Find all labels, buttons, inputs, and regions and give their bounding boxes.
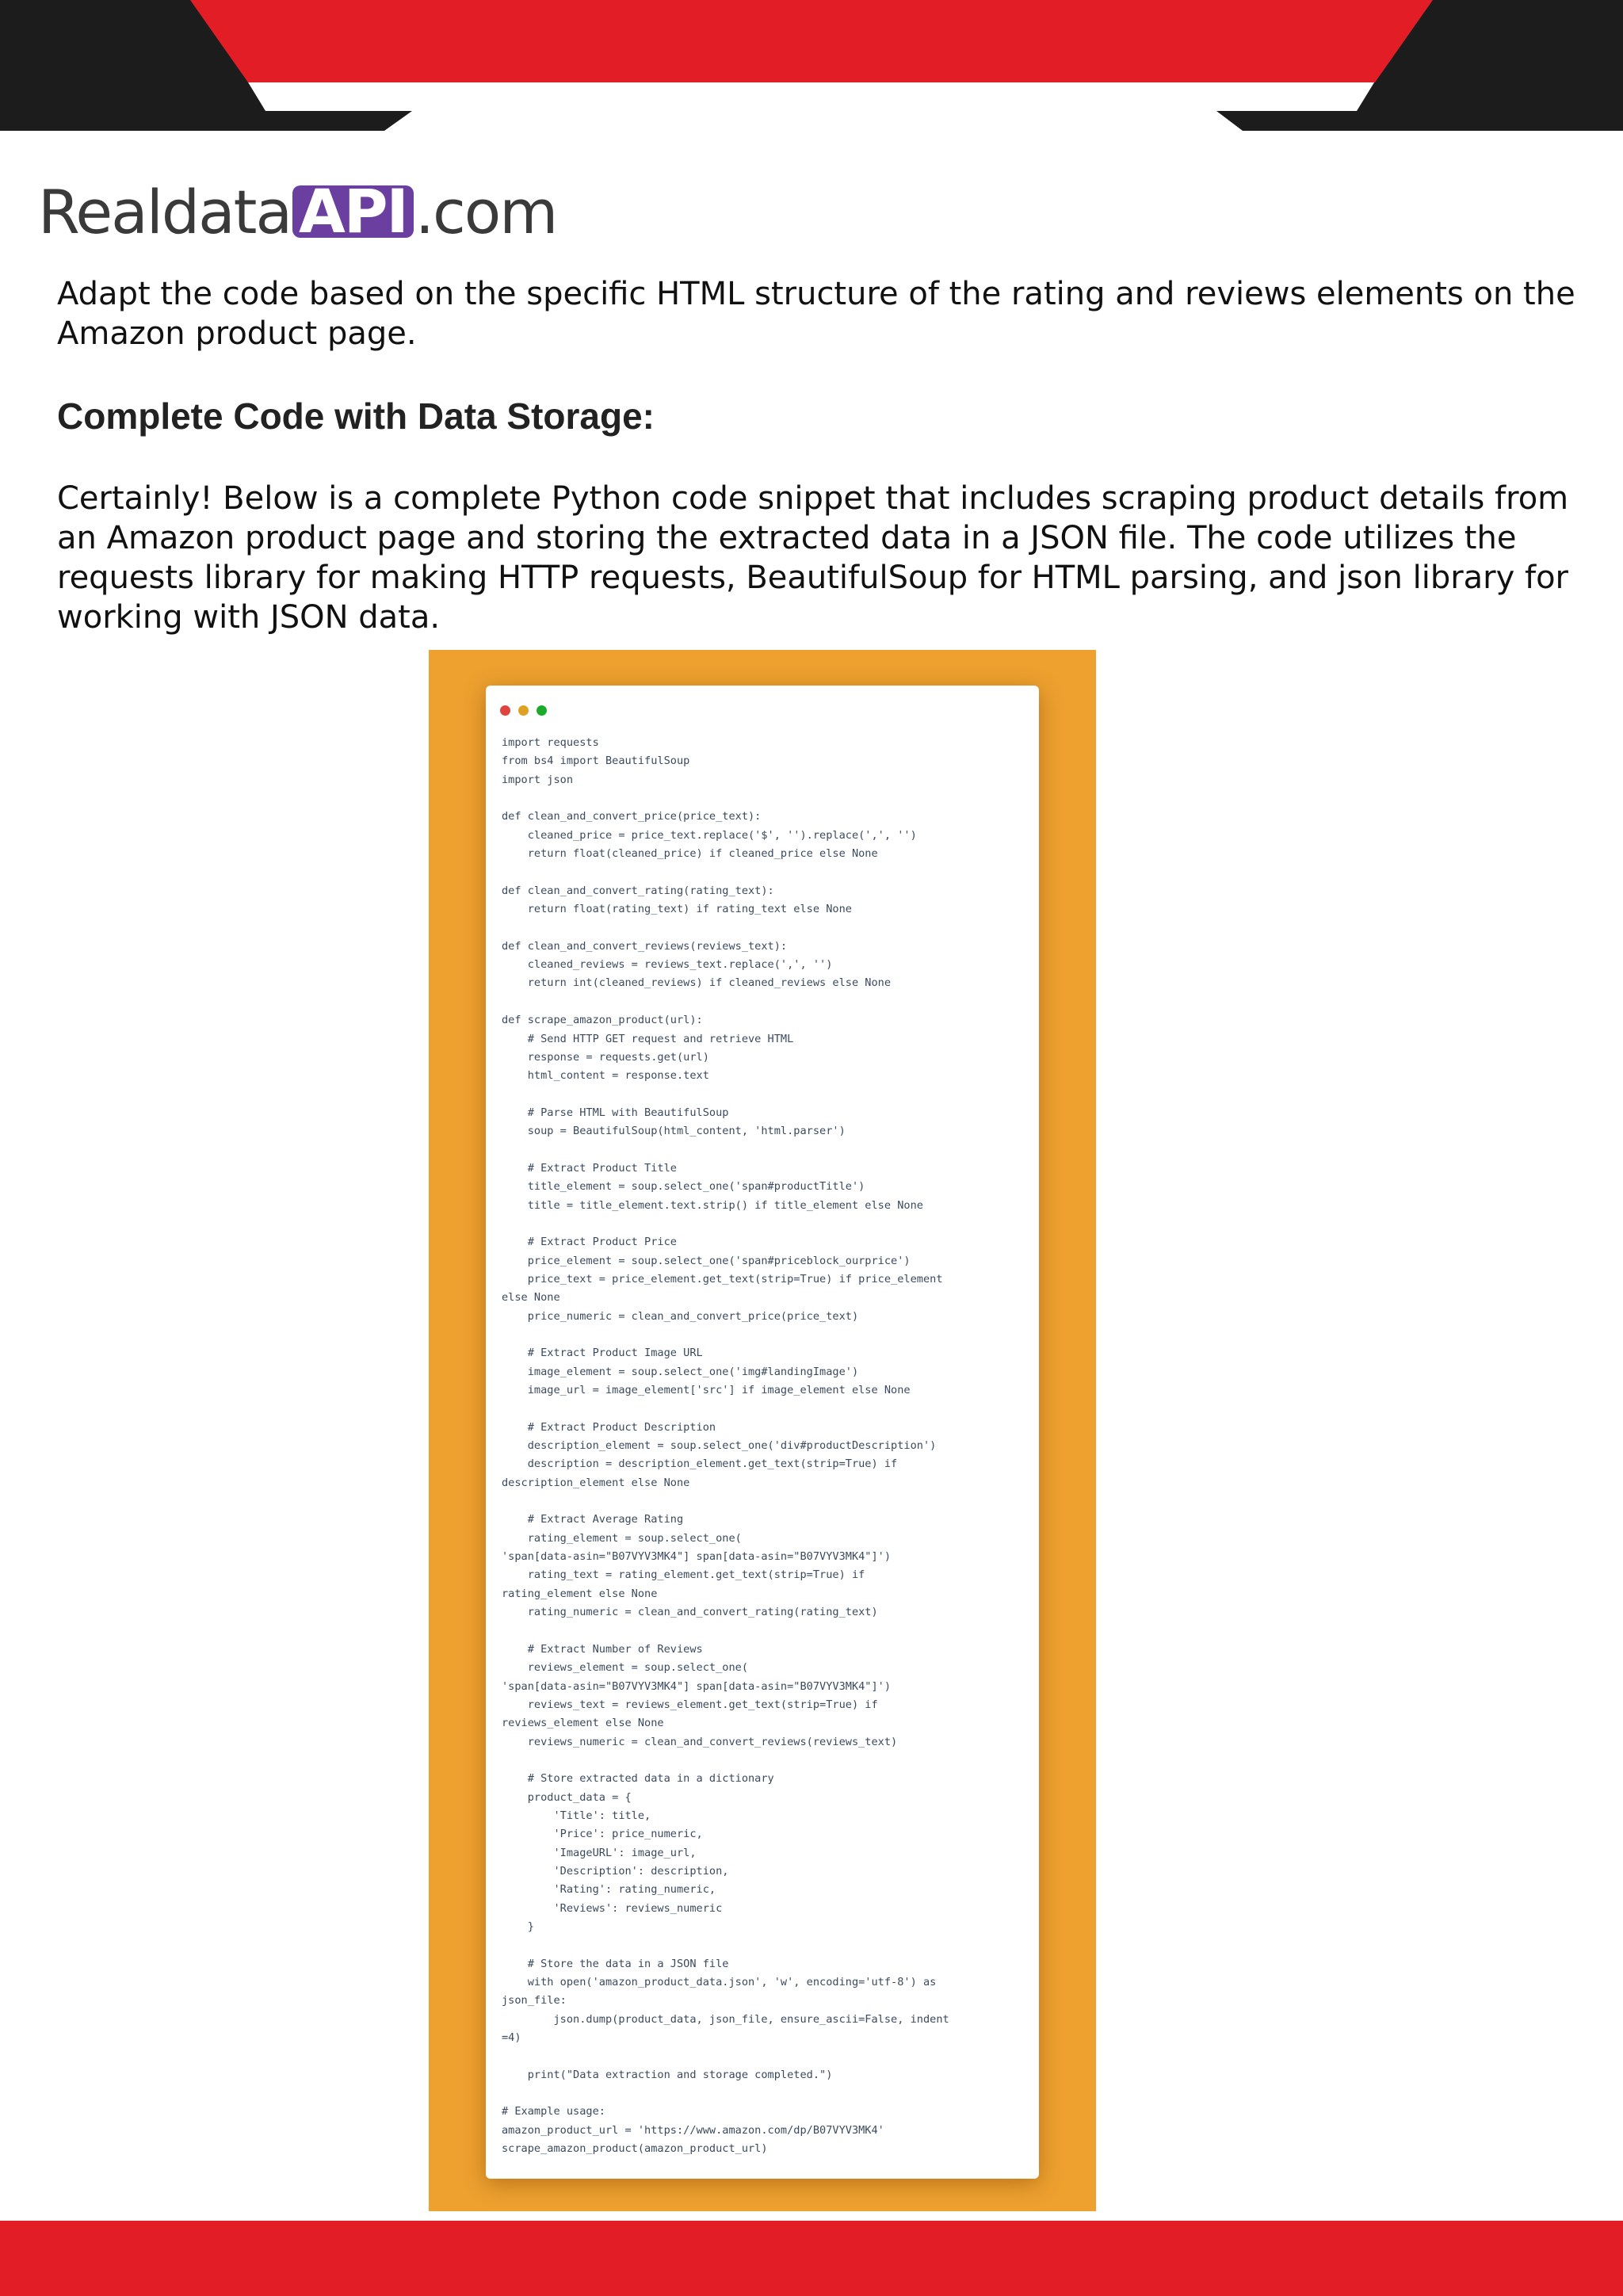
window-controls [500, 705, 547, 716]
footer-red-band [0, 2221, 1623, 2296]
logo-suffix: .com [414, 176, 557, 247]
code-image-frame [429, 650, 1096, 2211]
body-paragraph: Certainly! Below is a complete Python code snippet that includes scraping product details from an Amazon product page and storing the extracted data in a JSON file. The code utilizes the requests library for making HTTP requests, BeautifulSoup for HTML parsing, and json library for working with JSON data. [57, 480, 1569, 636]
python-code-block: import requests from bs4 import BeautifulSoup import json def clean_and_convert_price(price_text): cleaned_price = price_text.replace('$', '').replace(',', '') return float(cleaned_price) if cleaned_price else None def clean_and_convert_rating(rating_text): return float(rating_text) if rating_text else None def clean_and_convert_reviews(reviews_text): cleaned_reviews = reviews_text.replace(',', '') return int(cleaned_reviews) if cleaned_reviews else None def scrape_amazon_product(url): # Send HTTP GET request and retrieve HTML response = requests.get(url) html_content = response.text # Parse HTML with BeautifulSoup soup = BeautifulSoup(html_content, 'html.parser') # Extract Product Title title_element = soup.select_one('span#productTitle') title = title_element.text.strip() if title_element else None # Extract Product Price price_element = soup.select_one('span#priceblock_ourprice') price_text = price_element.get_text(strip=True) if price_element else None price_numeric = clean_and_convert_price(price_text) # Extract Product Image URL image_element = soup.select_one('img#landingImage') image_url = image_element['src'] if image_element else None # Extract Product Description description_element = soup.select_one('div#productDescription') description = description_element.get_text(strip=True) if description_element else None # Extract Average Rating rating_element = soup.select_one( 'span[data-asin="B07VYV3MK4"] span[data-asin="B07VYV3MK4"]') rating_text = rating_element.get_text(strip=True) if rating_element else None rating_numeric = clean_and_convert_rating(rating_text) # Extract Number of Reviews reviews_element = soup.select_one( 'span[data-asin="B07VYV3MK4"] span[data-asin="B07VYV3MK4"]') reviews_text = reviews_element.get_text(strip=True) if reviews_element else None reviews_numeric = clean_and_convert_reviews(reviews_text) # Store extracted data in a dictionary product_data = { 'Title': title, 'Price': price_numeric, 'ImageURL': image_url, 'Description': description, 'Rating': rating_numeric, 'Reviews': reviews_numeric } # Store the data in a JSON file with open('amazon_product_data.json', 'w', encoding='utf-8') as json_file: json.dump(product_data, json_file, ensure_ascii=False, indent =4) print("Data extraction and storage completed.") # Example usage: amazon_product_url = 'https://www.amazon.com/dp/B07VYV3MK4' scrape_amazon_product(amazon_product_url) [502, 736, 949, 2156]
header-red-band [190, 0, 1433, 82]
close-dot-icon [500, 705, 510, 716]
header-banner [0, 0, 1623, 131]
minimize-dot-icon [518, 705, 529, 716]
logo-api-badge: API [292, 185, 414, 238]
maximize-dot-icon [537, 705, 547, 716]
section-heading: Complete Code with Data Storage: [57, 395, 655, 437]
realdataapi-logo [38, 176, 556, 247]
intro-paragraph: Adapt the code based on the specific HTML structure of the rating and reviews elements on the Amazon product page. [57, 276, 1575, 352]
logo-prefix: Realdata [38, 176, 292, 247]
